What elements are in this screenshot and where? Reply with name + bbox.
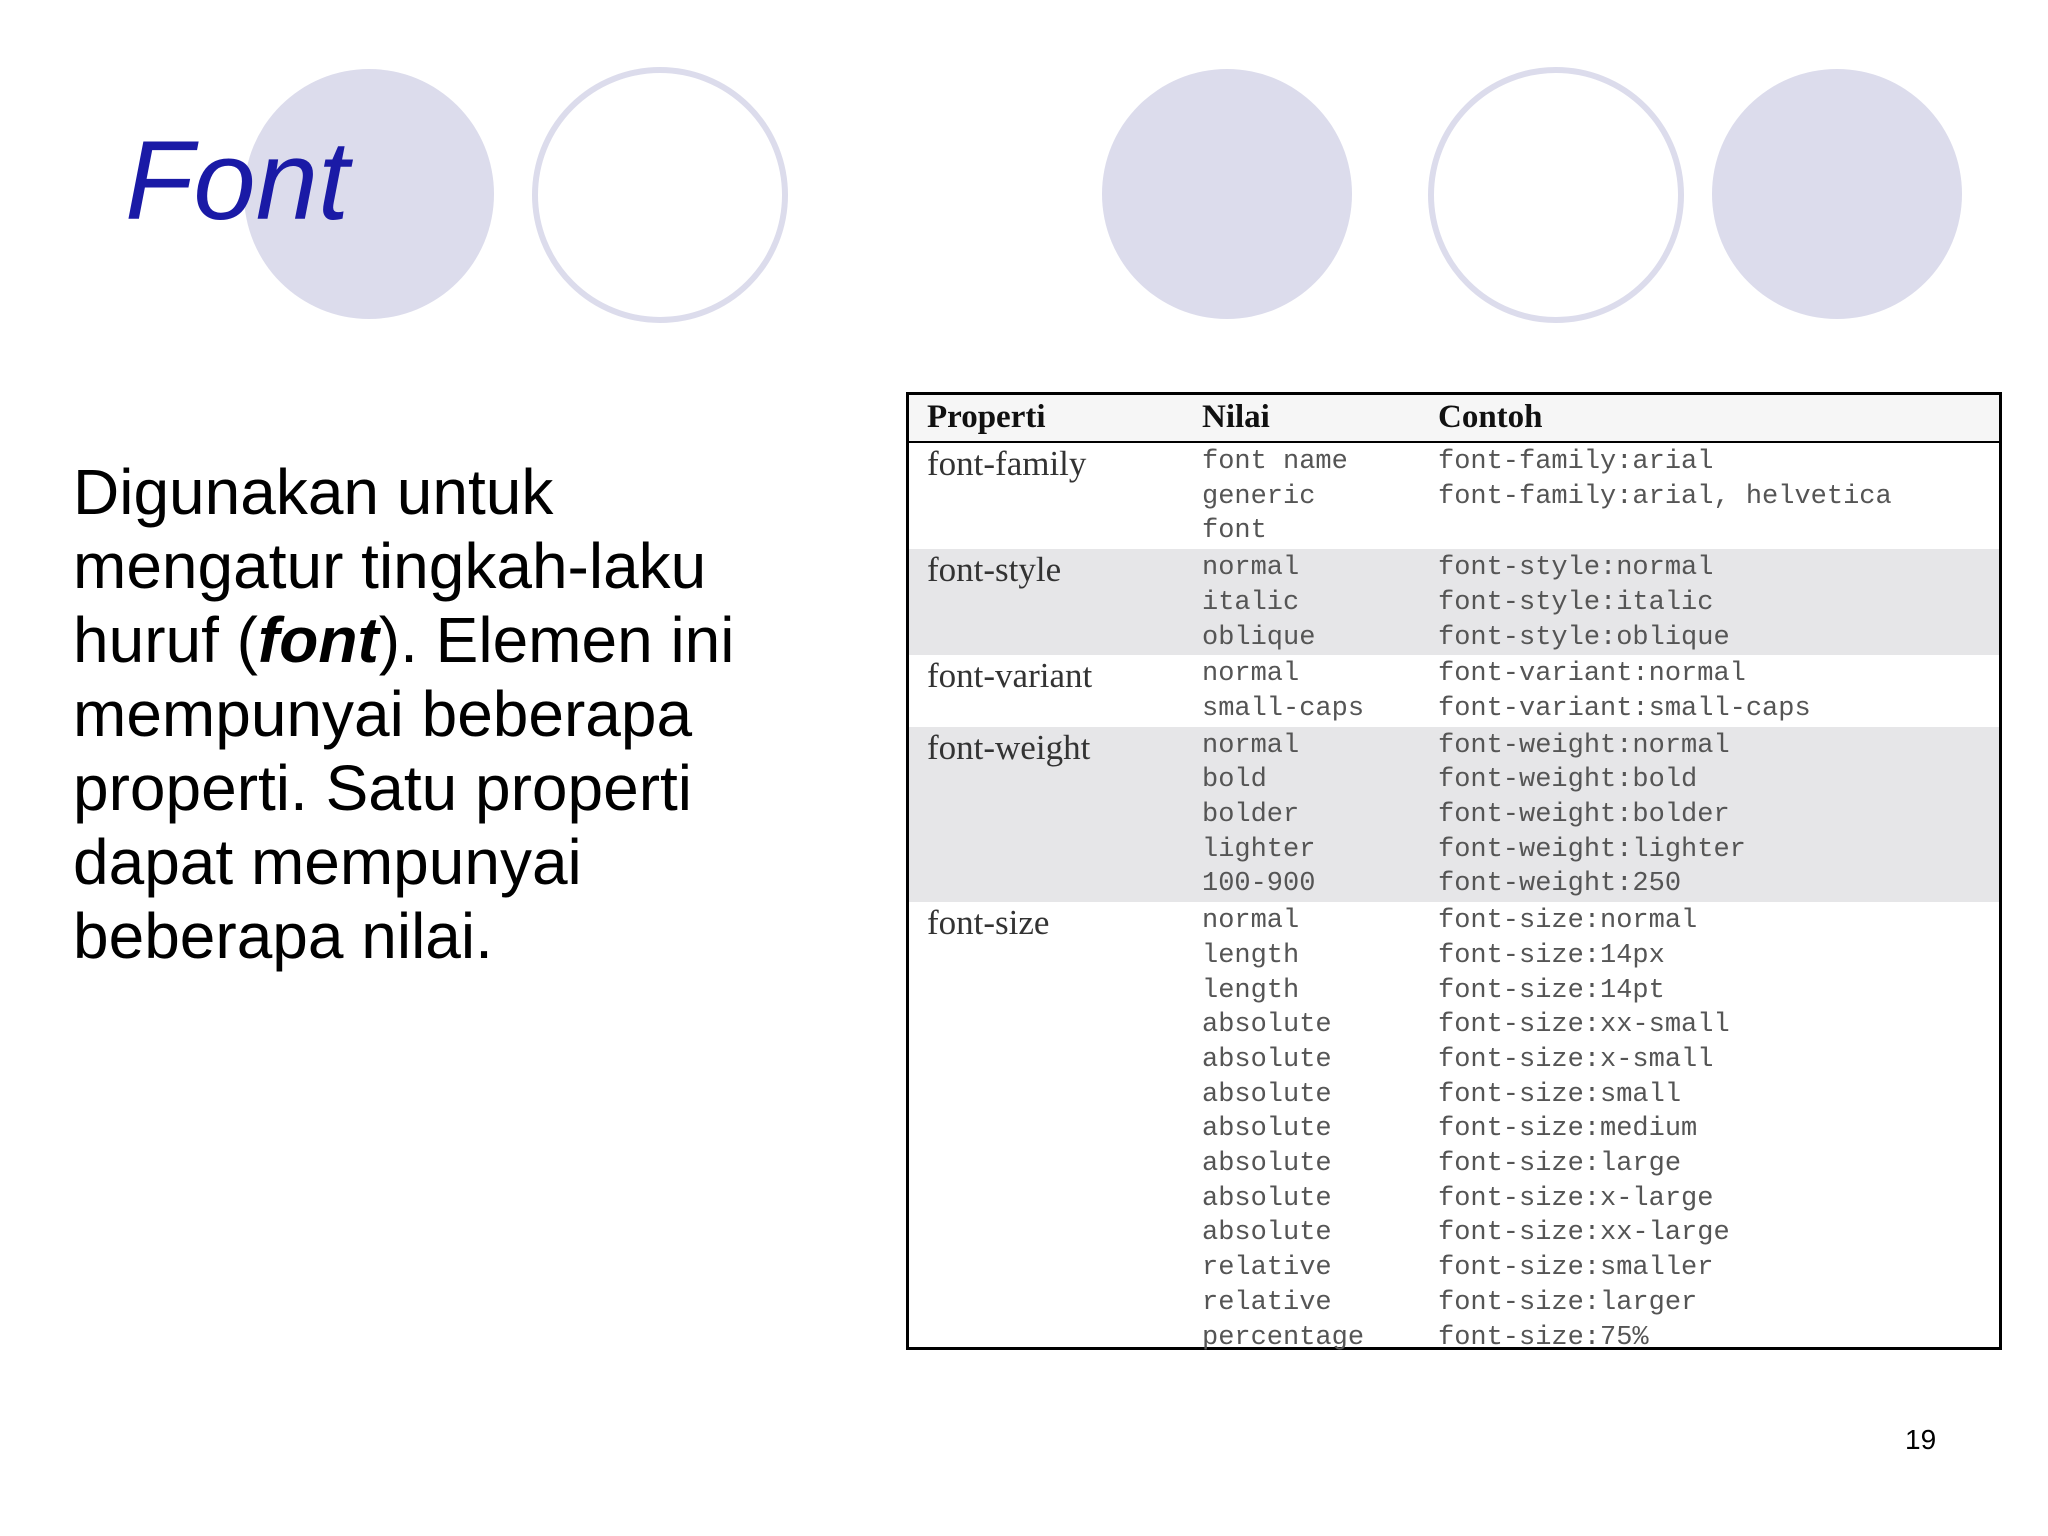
example-line: font-size:smaller: [1438, 1253, 1714, 1284]
value-line: normal: [1202, 730, 1300, 761]
example-line: font-style:normal: [1438, 553, 1714, 584]
example-line: font-size:14px: [1438, 940, 1665, 971]
example-line: font-family:arial, helvetica: [1438, 481, 1892, 512]
table-row: [909, 902, 1999, 1355]
value-line: absolute: [1202, 1218, 1332, 1249]
body-text-emphasis: font: [257, 604, 379, 676]
table-row: [909, 442, 1999, 549]
decor-circle-5: [1712, 69, 1962, 319]
property-cell: font-weight: [909, 727, 1202, 903]
page-number: 19: [1905, 1424, 1937, 1455]
value-line: generic: [1202, 481, 1316, 512]
value-line: bolder: [1202, 800, 1300, 831]
decor-circle-4: [1428, 67, 1684, 323]
example-line: font-size:x-small: [1438, 1044, 1714, 1075]
property-cell: font-size: [927, 903, 1050, 943]
value-line: font name: [1202, 447, 1348, 477]
example-line: font-variant:small-caps: [1438, 693, 1811, 724]
example-line: font-size:large: [1438, 1149, 1682, 1180]
example-cell: [1438, 442, 1999, 549]
example-line: font-size:x-large: [1438, 1183, 1714, 1214]
value-cell: [1202, 727, 1438, 903]
value-line: lighter: [1202, 834, 1316, 865]
value-cell: [1202, 442, 1438, 549]
value-cell: [1202, 902, 1438, 1355]
example-line: font-weight:250: [1438, 869, 1682, 900]
value-line: absolute: [1202, 1044, 1332, 1075]
example-line: font-weight:bolder: [1438, 800, 1730, 831]
example-line: font-weight:bold: [1438, 765, 1698, 796]
example-cell: [1438, 902, 1999, 1355]
value-line: normal: [1202, 659, 1300, 690]
example-line: font-weight:lighter: [1438, 834, 1746, 865]
example-line: font-style:italic: [1438, 587, 1714, 618]
example-line: font-size:normal: [1438, 906, 1698, 937]
example-line: font-size:larger: [1438, 1287, 1698, 1318]
example-line: font-size:xx-large: [1438, 1218, 1730, 1249]
table-row: [909, 549, 1999, 655]
example-line: font-variant:normal: [1438, 659, 1746, 690]
decor-circle-2: [532, 67, 788, 323]
header-properti: Properti: [909, 395, 1202, 442]
value-cell: [1202, 655, 1438, 726]
property-cell: font-variant: [927, 656, 1093, 696]
value-line: absolute: [1202, 1149, 1332, 1180]
value-line: absolute: [1202, 1183, 1332, 1214]
example-cell: [1438, 727, 1999, 903]
table-header-row: [909, 395, 1999, 442]
example-line: font-weight:normal: [1438, 730, 1730, 761]
table-body: [909, 442, 1999, 1355]
value-line: 100-900: [1202, 869, 1316, 900]
header-contoh: Contoh: [1438, 395, 1999, 442]
value-line: length: [1202, 975, 1300, 1006]
value-line: oblique: [1202, 622, 1316, 653]
slide-body-text: [73, 455, 833, 973]
value-line: italic: [1202, 587, 1300, 618]
slide-title: Font: [125, 118, 350, 243]
header-nilai: Nilai: [1202, 395, 1438, 442]
value-line: length: [1202, 940, 1300, 971]
property-cell: font-style: [909, 549, 1202, 655]
example-line: font-size:small: [1438, 1079, 1682, 1110]
example-line: font-size:medium: [1438, 1114, 1698, 1145]
value-line: relative: [1202, 1287, 1332, 1318]
example-line: font-size:xx-small: [1438, 1010, 1730, 1041]
value-line: normal: [1202, 553, 1300, 584]
body-text-end: ). Elemen ini mempunyai beberapa properti. Satu properti dapat mempunyai beberapa nilai.: [73, 604, 735, 972]
decor-circle-3: [1102, 69, 1352, 319]
table-row: [909, 655, 1999, 726]
value-line: small-caps: [1202, 693, 1365, 724]
example-line: font-size:75%: [1438, 1322, 1649, 1353]
value-line: absolute: [1202, 1079, 1332, 1110]
property-cell: font-family: [927, 444, 1087, 483]
value-line: absolute: [1202, 1010, 1332, 1041]
body-text-start: Digunakan untuk mengatur tingkah-laku huruf (: [73, 456, 707, 676]
value-line: percentage: [1202, 1322, 1365, 1353]
example-cell: [1438, 655, 1999, 726]
value-cell: [1202, 549, 1438, 655]
example-line: [1438, 514, 1999, 549]
value-line: bold: [1202, 765, 1267, 796]
example-line: font-family:arial: [1438, 447, 1714, 477]
example-line: font-size:14pt: [1438, 975, 1665, 1006]
table-row: [909, 727, 1999, 903]
font-properties-table: [906, 392, 2002, 1353]
example-line: font-style:oblique: [1438, 622, 1730, 653]
example-cell: [1438, 549, 1999, 655]
value-line: relative: [1202, 1253, 1332, 1284]
value-line: font: [1202, 516, 1267, 547]
value-line: normal: [1202, 906, 1300, 937]
value-line: absolute: [1202, 1114, 1332, 1145]
